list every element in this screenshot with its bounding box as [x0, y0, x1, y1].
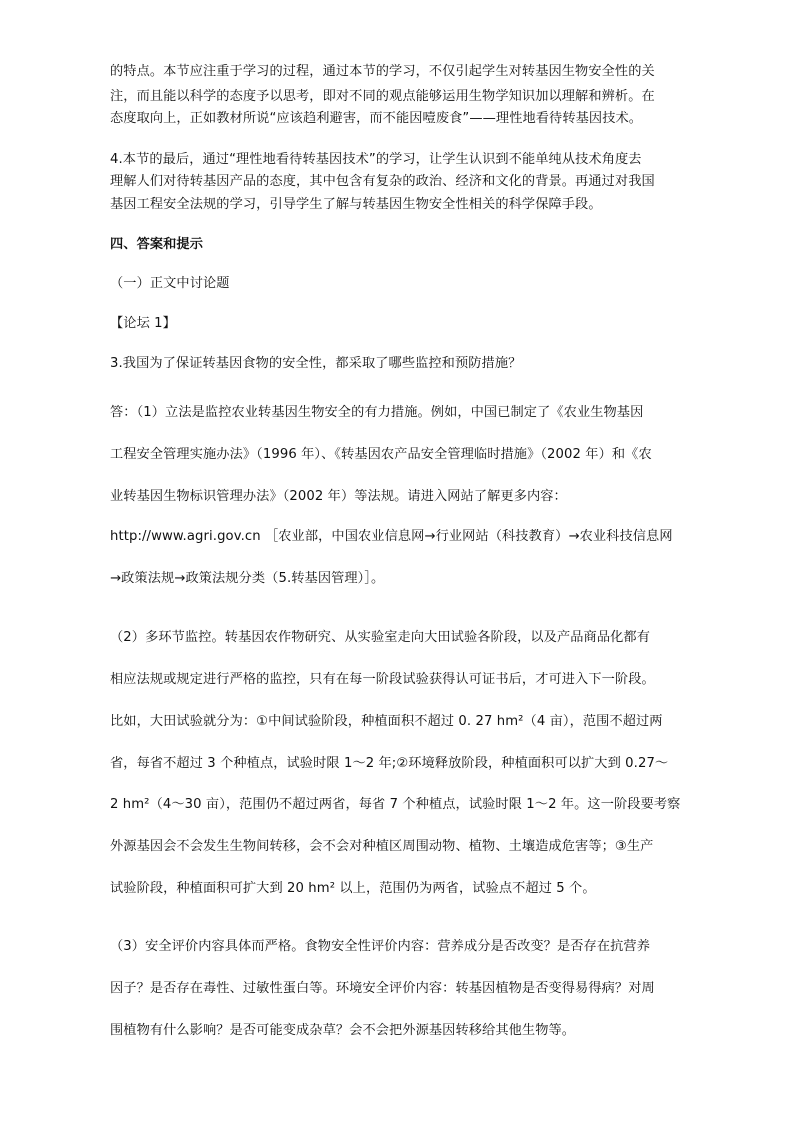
answer2-line-7: 试验阶段，种植面积可扩大到 20 hm² 以上，范围仍为两省，试验点不超过 5 个。	[110, 881, 596, 896]
answer1-line-5: →政策法规→政策法规分类（5.转基因管理）］。	[110, 571, 385, 586]
answer3-line-2: 因子？是否存在毒性、过敏性蛋白等。环境安全评价内容：转基因植物是否变得易得病？对周	[110, 981, 655, 996]
forum-label: 【论坛 1】	[110, 316, 176, 331]
answer2-line-4: 省，每省不超过 3 个种植点，试验时限 1～2 年;②环境释放阶段，种植面积可以扩大到 0.27～	[110, 756, 669, 771]
subsection-heading: （一）正文中讨论题	[110, 276, 230, 291]
answer1-line-1: 答：（1）立法是监控农业转基因生物安全的有力措施。例如，中国已制定了《农业生物基因	[110, 405, 644, 420]
point4-line-1: 4.本节的最后，通过“理性地看待转基因技术”的学习，让学生认识到不能单纯从技术角度去	[110, 152, 642, 167]
answer1-line-4: http://www.agri.gov.cn ［农业部，中国农业信息网→行业网站（科技教育）→农业科技信息网	[110, 529, 673, 544]
answer1-line-2: 工程安全管理实施办法》（1996 年）、《转基因农产品安全管理临时措施》（2002 年）和《农	[110, 447, 652, 462]
answer2-line-2: 相应法规或规定进行严格的监控，只有在每一阶段试验获得认可证书后，才可进入下一阶段。	[110, 672, 655, 687]
point4-line-2: 理解人们对待转基因产品的态度，其中包含有复杂的政治、经济和文化的背景。再通过对我国	[110, 174, 655, 189]
answer2-line-6: 外源基因会不会发生生物间转移，会不会对种植区周围动物、植物、土壤造成危害等；③生产	[110, 839, 654, 854]
intro-line-3: 态度取向上，正如教材所说“应该趋利避害，而不能因噎废食”——理性地看待转基因技术。	[110, 111, 643, 126]
answer2-line-3: 比如，大田试验就分为：①中间试验阶段，种植面积不超过 0. 27 hm²（4 亩），范围不超过两	[110, 714, 663, 729]
section-heading: 四、答案和提示	[110, 237, 204, 252]
answer2-line-1: （2）多环节监控。转基因农作物研究、从实验室走向大田试验各阶段，以及产品商品化都有	[110, 630, 650, 645]
answer2-line-5: 2 hm²（4～30 亩），范围仍不超过两省，每省 7 个种植点，试验时限 1～2 年。这一阶段要考察	[110, 797, 681, 812]
intro-line-1: 的特点。本节应注重于学习的过程，通过本节的学习，不仅引起学生对转基因生物安全性的关	[110, 64, 655, 79]
point4-line-3: 基因工程安全法规的学习，引导学生了解与转基因生物安全性相关的科学保障手段。	[110, 197, 602, 212]
answer3-line-1: （3）安全评价内容具体而严格。食物安全性评价内容：营养成分是否改变？是否存在抗营养	[110, 939, 650, 954]
answer3-line-3: 围植物有什么影响？是否可能变成杂草？会不会把外源基因转移给其他生物等。	[110, 1023, 576, 1038]
question-text: 3.我国为了保证转基因食物的安全性，都采取了哪些监控和预防措施？	[110, 356, 522, 371]
answer1-line-3: 业转基因生物标识管理办法》（2002 年）等法规。请进入网站了解更多内容：	[110, 489, 567, 504]
intro-line-2: 注，而且能以科学的态度予以思考，即对不同的观点能够运用生物学知识加以理解和辨析。在	[110, 89, 655, 104]
